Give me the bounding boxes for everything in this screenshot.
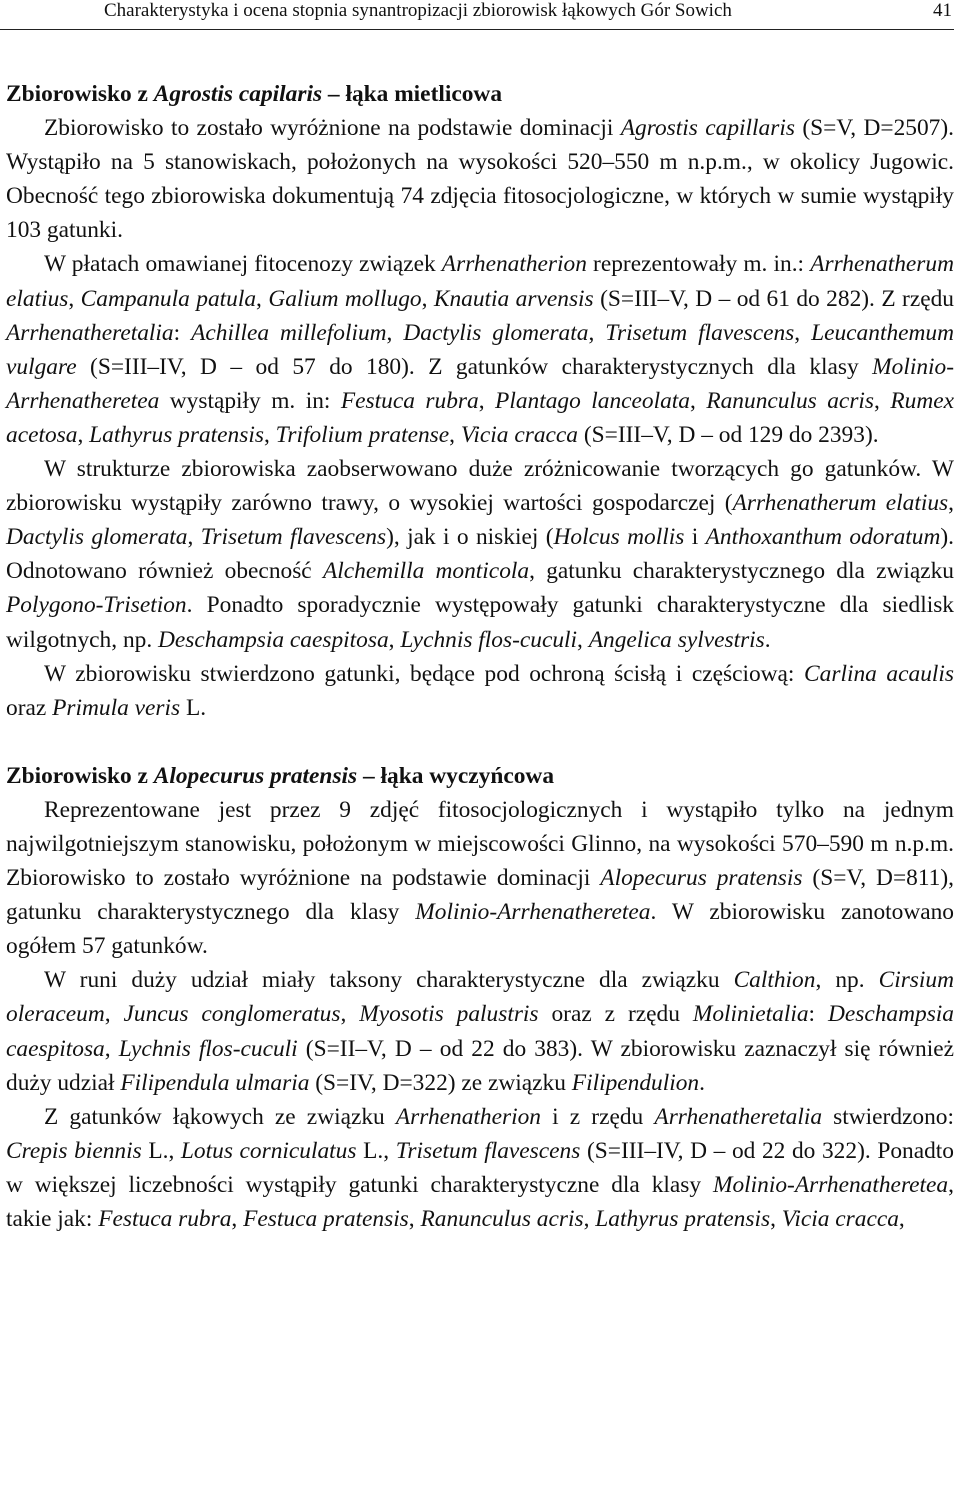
text-run: i bbox=[684, 524, 706, 551]
italic-term: Filipendula ulmaria bbox=[120, 1069, 310, 1096]
text-run: L., bbox=[141, 1137, 181, 1164]
paragraph bbox=[6, 452, 954, 657]
section-heading bbox=[6, 759, 954, 793]
italic-term: Lathyrus pratensis bbox=[595, 1206, 771, 1232]
italic-term: Filipendulion bbox=[571, 1069, 700, 1096]
italic-term: Knautia arvensis bbox=[433, 285, 594, 312]
text-run: , bbox=[421, 285, 434, 312]
italic-term: Lychnis flos-cuculi bbox=[400, 626, 578, 653]
text-run: , bbox=[231, 1206, 244, 1232]
italic-term: Lotus corniculatus bbox=[180, 1137, 357, 1164]
text-run: Reprezentowane jest przez 9 zdjęć fitosocjologicznych i wystąpiło tylko na jednym najwilgotniejszym stanowisku, położonym w miejscowości Glinno, na wysokości 570–590 m n.p.m. Zbiorowisko to zostało wyróżnione na podstawie dominacji bbox=[6, 796, 954, 892]
italic-term: Achillea millefolium bbox=[191, 319, 387, 346]
page-body bbox=[6, 77, 954, 1236]
text-run: i z rzędu bbox=[541, 1103, 655, 1130]
text-run: – łąka wyczyńcowa bbox=[357, 762, 555, 789]
italic-term: Arrhenatherion bbox=[395, 1103, 541, 1130]
italic-term: Deschampsia caespitosa bbox=[158, 626, 389, 653]
italic-term: Molinietalia bbox=[692, 1001, 809, 1028]
text-run: (S=III–V, D – od 61 do 282). Z rzędu bbox=[593, 285, 954, 312]
text-run: (S=IV, D=322) ze związku bbox=[309, 1069, 572, 1096]
italic-term: Molinio-Arrhenatheretea bbox=[6, 353, 954, 414]
text-run: (S=III–IV, D – od 22 do 322). Ponadto w większej liczebności wystąpiły gatunki charakterystyczne dla klasy bbox=[6, 1137, 954, 1198]
text-run: . bbox=[764, 626, 771, 653]
text-run: ). Odnotowano również obecność bbox=[6, 524, 955, 585]
italic-term: Arrhenatherum elatius bbox=[732, 490, 949, 517]
italic-term: Leucanthemum vulgare bbox=[6, 319, 955, 380]
italic-term: Trisetum flavescens bbox=[395, 1137, 581, 1164]
text-run: (S=III–IV, D – od 57 do 180). Z gatunków charakterystycznych dla klasy bbox=[76, 353, 873, 380]
text-run: wystąpiły m. in: bbox=[159, 387, 341, 414]
italic-term: Alopecurus pratensis bbox=[153, 762, 358, 789]
running-title: Charakterystyka i ocena stopnia synantropizacji zbiorowisk łąkowych Gór Sowich bbox=[104, 0, 732, 21]
text-run: , np. bbox=[815, 967, 879, 994]
italic-term: Dactylis glomerata bbox=[6, 524, 188, 551]
text-run: , bbox=[187, 524, 201, 551]
running-header bbox=[0, 0, 960, 30]
italic-term: Alchemilla monticola bbox=[322, 558, 530, 585]
text-run: Zbiorowisko z bbox=[6, 81, 154, 107]
italic-term: Ranunculus acris bbox=[420, 1206, 584, 1232]
text-run: L., bbox=[356, 1137, 396, 1164]
page-number: 41 bbox=[933, 0, 952, 21]
text-run: , bbox=[583, 1206, 596, 1232]
italic-term: Agrostis capillaris bbox=[620, 115, 795, 142]
paragraph bbox=[6, 657, 954, 725]
italic-term: Rumex acetosa bbox=[6, 387, 954, 448]
italic-term: Arrhenatherion bbox=[441, 251, 587, 278]
text-run: , bbox=[104, 1001, 124, 1028]
text-run: (S=V, D=2507). Wystąpiło na 5 stanowiskach, położonych na wysokości 520–550 m n.p.m., w okolicy Jugowic. Obecność tego zbiorowiska dokumentują 74 zdjęcia fitosocjologiczne, w których w sumie wystąpiły 103 gatunki. bbox=[6, 115, 954, 244]
italic-term: Campanula patula bbox=[80, 285, 257, 312]
text-run: , bbox=[794, 319, 812, 346]
italic-term: Festuca rubra bbox=[340, 387, 479, 414]
text-run: Z gatunków łąkowych ze związku bbox=[44, 1103, 396, 1130]
text-run: W runi duży udział miały taksony charakterystyczne dla związku bbox=[44, 967, 734, 994]
italic-term: Festuca rubra bbox=[98, 1206, 232, 1232]
italic-term: Molinio-Arrhenatheretea bbox=[712, 1171, 949, 1198]
text-run: , bbox=[898, 1206, 905, 1232]
text-run: – łąka mietlicowa bbox=[322, 81, 503, 107]
paragraph bbox=[6, 793, 954, 963]
text-run: , bbox=[388, 626, 401, 653]
section-alopecurus bbox=[6, 759, 954, 1236]
text-run: , bbox=[340, 1001, 360, 1028]
italic-term: Galium mollugo bbox=[268, 285, 422, 312]
italic-term: Trisetum flavescens bbox=[605, 319, 795, 346]
text-run: , bbox=[408, 1206, 421, 1232]
text-run: , bbox=[263, 421, 276, 448]
italic-term: Juncus conglomeratus bbox=[123, 1001, 341, 1028]
text-run: (S=III–V, D – od 129 do 2393). bbox=[578, 421, 879, 448]
text-run: , bbox=[68, 285, 81, 312]
italic-term: Anthoxanthum odoratum bbox=[705, 524, 941, 551]
text-run: , bbox=[386, 319, 404, 346]
text-run: (S=V, D=811), gatunku charakterystycznego dla klasy bbox=[6, 865, 954, 926]
italic-term: Polygono-Trisetion bbox=[6, 592, 187, 619]
italic-term: Plantago lanceolata bbox=[495, 387, 690, 414]
text-run: , bbox=[874, 387, 891, 414]
text-run: , bbox=[478, 387, 496, 414]
text-run: oraz bbox=[6, 694, 53, 721]
text-run: , bbox=[104, 1035, 119, 1062]
text-run: , bbox=[77, 421, 90, 448]
italic-term: Vicia cracca bbox=[781, 1206, 899, 1232]
italic-term: Holcus mollis bbox=[553, 524, 685, 551]
section-agrostis bbox=[6, 77, 954, 725]
text-run: stwierdzono: bbox=[822, 1103, 954, 1130]
text-run: , gatunku charakterystycznego dla związku bbox=[529, 558, 955, 585]
paragraph bbox=[6, 111, 954, 247]
text-run: : bbox=[173, 319, 192, 346]
paragraph bbox=[6, 247, 954, 452]
text-run: (S=II–V, D – od 22 do 383). W zbiorowisku zaznaczył się również duży udział bbox=[6, 1035, 955, 1096]
text-run: reprezentowały m. in.: bbox=[586, 251, 811, 278]
italic-term: Crepis biennis bbox=[6, 1137, 142, 1164]
italic-term: Lychnis flos-cuculi bbox=[118, 1035, 298, 1062]
italic-term: Ranunculus acris bbox=[706, 387, 875, 414]
text-run: . W zbiorowisku zanotowano ogółem 57 gatunków. bbox=[6, 899, 954, 960]
italic-term: Arrhenatheretalia bbox=[6, 319, 174, 346]
italic-term: Cirsium oleraceum bbox=[6, 967, 954, 1028]
paragraph bbox=[6, 963, 954, 1099]
paragraph bbox=[6, 1100, 954, 1236]
text-run: Zbiorowisko to zostało wyróżnione na podstawie dominacji bbox=[44, 115, 621, 142]
italic-term: Trisetum flavescens bbox=[200, 524, 387, 551]
header-rule bbox=[0, 29, 954, 30]
text-run: , bbox=[449, 421, 461, 448]
italic-term: Angelica sylvestris bbox=[588, 626, 765, 653]
italic-term: Carlina acaulis bbox=[804, 660, 955, 687]
italic-term: Calthion bbox=[733, 967, 816, 994]
italic-term: Molinio-Arrhenatheretea bbox=[415, 899, 651, 926]
section-heading bbox=[6, 77, 954, 111]
italic-term: Festuca pratensis bbox=[243, 1206, 409, 1232]
text-run: , takie jak: bbox=[6, 1171, 954, 1232]
italic-term: Arrhenatherum elatius bbox=[6, 251, 954, 312]
text-run: , bbox=[770, 1206, 782, 1232]
italic-term: Deschampsia caespitosa bbox=[6, 1001, 954, 1062]
text-run: oraz z rzędu bbox=[538, 1001, 693, 1028]
text-run: , bbox=[690, 387, 707, 414]
text-run: W zbiorowisku stwierdzono gatunki, będące pod ochroną ścisłą i częściową: bbox=[44, 660, 805, 687]
text-run: W płatach omawianej fitocenozy związek bbox=[44, 251, 442, 278]
text-run: , bbox=[577, 626, 589, 653]
text-run: . Ponadto sporadycznie występowały gatunki charakterystyczne dla siedlisk wilgotnych, np. bbox=[6, 592, 954, 653]
italic-term: Dactylis glomerata bbox=[403, 319, 589, 346]
italic-term: Agrostis capilaris bbox=[153, 81, 323, 107]
italic-term: Primula veris bbox=[52, 694, 181, 721]
italic-term: Myosotis palustris bbox=[359, 1001, 539, 1028]
italic-term: Arrhenatheretalia bbox=[654, 1103, 823, 1130]
text-run: , bbox=[588, 319, 606, 346]
italic-term: Lathyrus pratensis bbox=[89, 421, 264, 448]
italic-term: Trifolium pratense bbox=[275, 421, 450, 448]
text-run: : bbox=[808, 1001, 828, 1028]
text-run: Zbiorowisko z bbox=[6, 762, 154, 789]
text-run: , bbox=[948, 490, 955, 517]
text-run: ), jak i o niskiej ( bbox=[386, 524, 554, 551]
text-run: L. bbox=[180, 694, 207, 721]
italic-term: Alopecurus pratensis bbox=[600, 865, 803, 892]
italic-term: Vicia cracca bbox=[460, 421, 578, 448]
text-run: W strukturze zbiorowiska zaobserwowano duże zróżnicowanie tworzących go gatunków. W zbiorowisku wystąpiły zarówno trawy, o wysokiej wartości gospodarczej ( bbox=[6, 456, 954, 517]
text-run: . bbox=[699, 1069, 705, 1096]
text-run: , bbox=[256, 285, 269, 312]
